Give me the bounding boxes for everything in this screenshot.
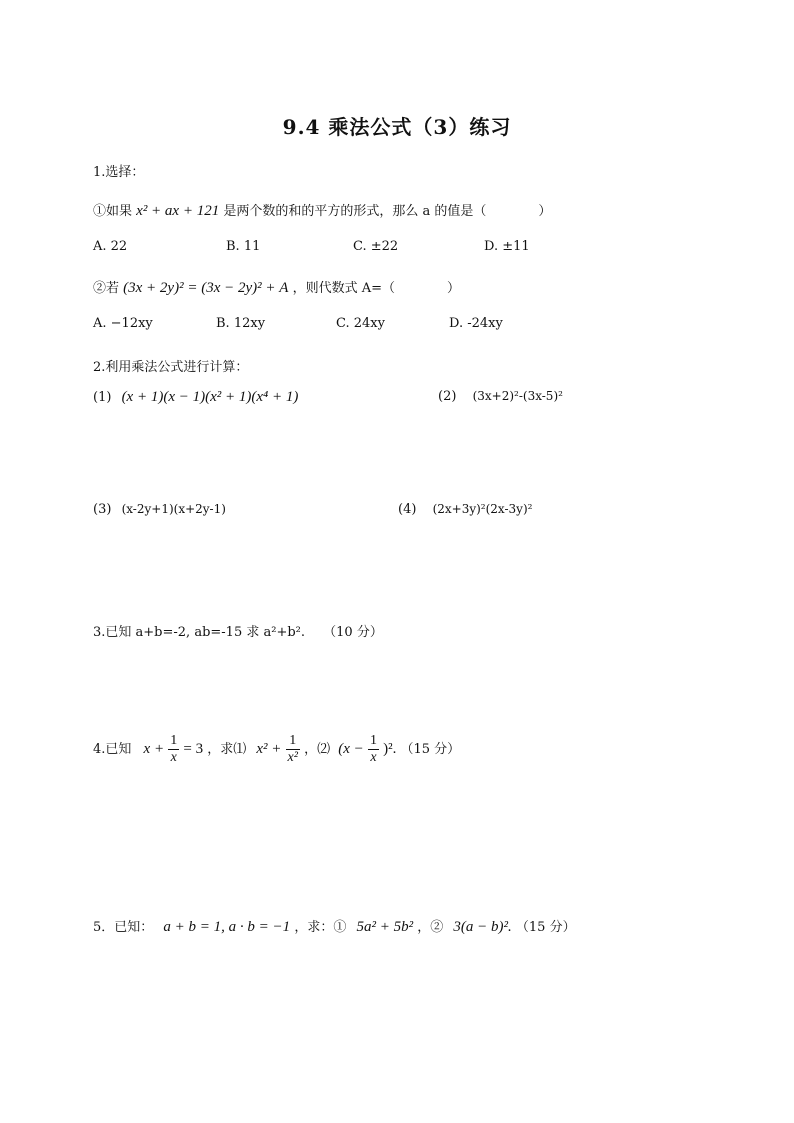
q5-expression-1: 5a² + 5b² [356, 919, 414, 935]
q5-prefix: 5．已知： [93, 920, 154, 935]
problem-expression: (x-2y+1)(x+2y-1) [121, 502, 226, 516]
q4-part2-left: (x − [338, 741, 364, 757]
question-1-1 [93, 200, 551, 220]
problem-number: (3) [93, 502, 112, 517]
q4-part2-right: )². [383, 741, 397, 757]
q1-option-d: D. ±11 [484, 239, 530, 254]
q4-given-right: = 3 [183, 741, 204, 757]
q2-option-b: B. 12xy [216, 316, 266, 331]
score-label: （15 分） [515, 920, 576, 935]
q1-option-a: A. 22 [93, 239, 128, 254]
problem-number: (4) [398, 502, 417, 517]
problem-2-3 [93, 502, 226, 517]
fraction-denominator: x [170, 750, 177, 765]
q1-expression: x² + ax + 121 [136, 203, 220, 219]
q2-suffix: ，则代数式 A=（ ） [292, 281, 460, 296]
question-5 [93, 916, 576, 936]
q2-prefix: ②若 [93, 281, 120, 296]
problem-2-4 [398, 502, 532, 517]
q1-option-c: C. ±22 [353, 239, 399, 254]
problem-2-1 [93, 389, 298, 406]
q2-option-a: A. −12xy [93, 316, 153, 331]
problem-number: (2) [438, 389, 457, 404]
problem-expression: (3x+2)²-(3x-5)² [472, 389, 563, 403]
fraction-numerator: 1 [286, 733, 300, 750]
question-3 [93, 621, 383, 640]
q1-suffix: 是两个数的和的平方的形式，那么 a 的值是（ ） [223, 204, 552, 219]
q5-given: a + b = 1, a · b = −1 [163, 919, 291, 935]
question-4 [93, 733, 460, 766]
q5-ask: ，求：① [294, 920, 347, 935]
q4-given-left: x + [143, 741, 165, 757]
q1-prefix: ①如果 [93, 204, 133, 219]
fraction-numerator: 1 [170, 733, 178, 748]
fraction-denominator: x² [287, 750, 298, 765]
q4-part1-left: x² + [256, 741, 282, 757]
problem-2-2 [438, 389, 563, 404]
score-label: （15 分） [400, 742, 461, 757]
fraction-numerator: 1 [369, 733, 377, 748]
problem-expression: (x + 1)(x − 1)(x² + 1)(x⁴ + 1) [121, 389, 299, 405]
problem-number: (1) [93, 390, 112, 405]
q2-option-d: D. -24xy [449, 316, 503, 331]
fraction-denominator: x [370, 750, 377, 765]
section-1-heading: 1.选择： [93, 165, 145, 180]
problem-expression: (2x+3y)²(2x-3y)² [432, 502, 533, 516]
q5-expression-2: 3(a − b)². [453, 919, 512, 935]
section-2-heading: 2.利用乘法公式进行计算： [93, 360, 249, 375]
question-text: 3.已知 a+b=-2, ab=-15 求 a²+b². [93, 625, 306, 640]
fraction-1-over-x [368, 733, 379, 766]
fraction-1-over-x-squared [286, 733, 300, 766]
q2-expression: (3x + 2y)² = (3x − 2y)² + A [123, 280, 289, 296]
page-title: 9.4 乘法公式（3）练习 [282, 115, 512, 139]
q5-separator: ，② [417, 920, 444, 935]
question-1-2 [93, 277, 460, 297]
fraction-1-over-x [168, 733, 179, 766]
score-label: （10 分） [323, 625, 383, 640]
q1-option-b: B. 11 [226, 239, 261, 254]
q4-separator: ，⑵ [304, 742, 331, 757]
q4-prefix: 4.已知 [93, 742, 132, 757]
q2-option-c: C. 24xy [336, 316, 385, 331]
q4-ask: ，求⑴ [207, 742, 247, 757]
